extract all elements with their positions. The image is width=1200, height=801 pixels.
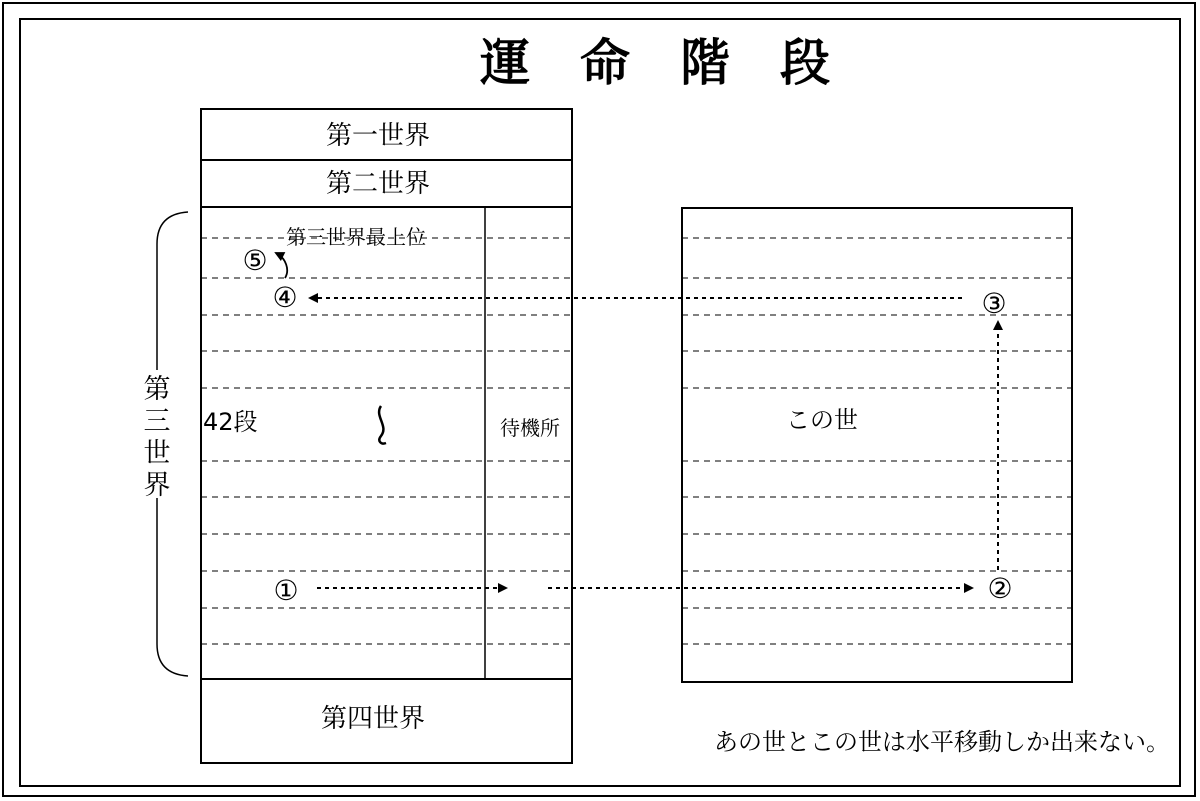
steps-count-label: 42段 bbox=[203, 408, 258, 436]
bottom-note: あの世とこの世は水平移動しか出来ない。 bbox=[714, 728, 1170, 756]
marker-3: ③ bbox=[981, 287, 1007, 320]
marker-5: ⑤ bbox=[242, 244, 268, 277]
this-world-box bbox=[682, 208, 1072, 682]
second-world-label: 第二世界 bbox=[325, 169, 431, 199]
third-world-top-label: 第三世界最上位 bbox=[286, 225, 426, 249]
third-world-side-char-1: 第 bbox=[143, 374, 171, 405]
page-title: 運 命 階 段 bbox=[480, 34, 830, 92]
third-world-side-char-4: 界 bbox=[143, 470, 171, 501]
waiting-area-label: 待機所 bbox=[500, 416, 560, 440]
marker-1: ① bbox=[273, 574, 299, 607]
this-world-label: この世 bbox=[786, 406, 858, 434]
third-world-side-char-2: 三 bbox=[143, 406, 171, 437]
arrow-4-to-5 bbox=[276, 253, 287, 278]
first-world-label: 第一世界 bbox=[325, 121, 431, 151]
marker-2: ② bbox=[987, 572, 1013, 605]
third-world-side-char-3: 世 bbox=[143, 438, 171, 469]
wave-mark bbox=[379, 406, 386, 444]
marker-4: ④ bbox=[272, 281, 298, 314]
fourth-world-label: 第四世界 bbox=[320, 704, 426, 734]
